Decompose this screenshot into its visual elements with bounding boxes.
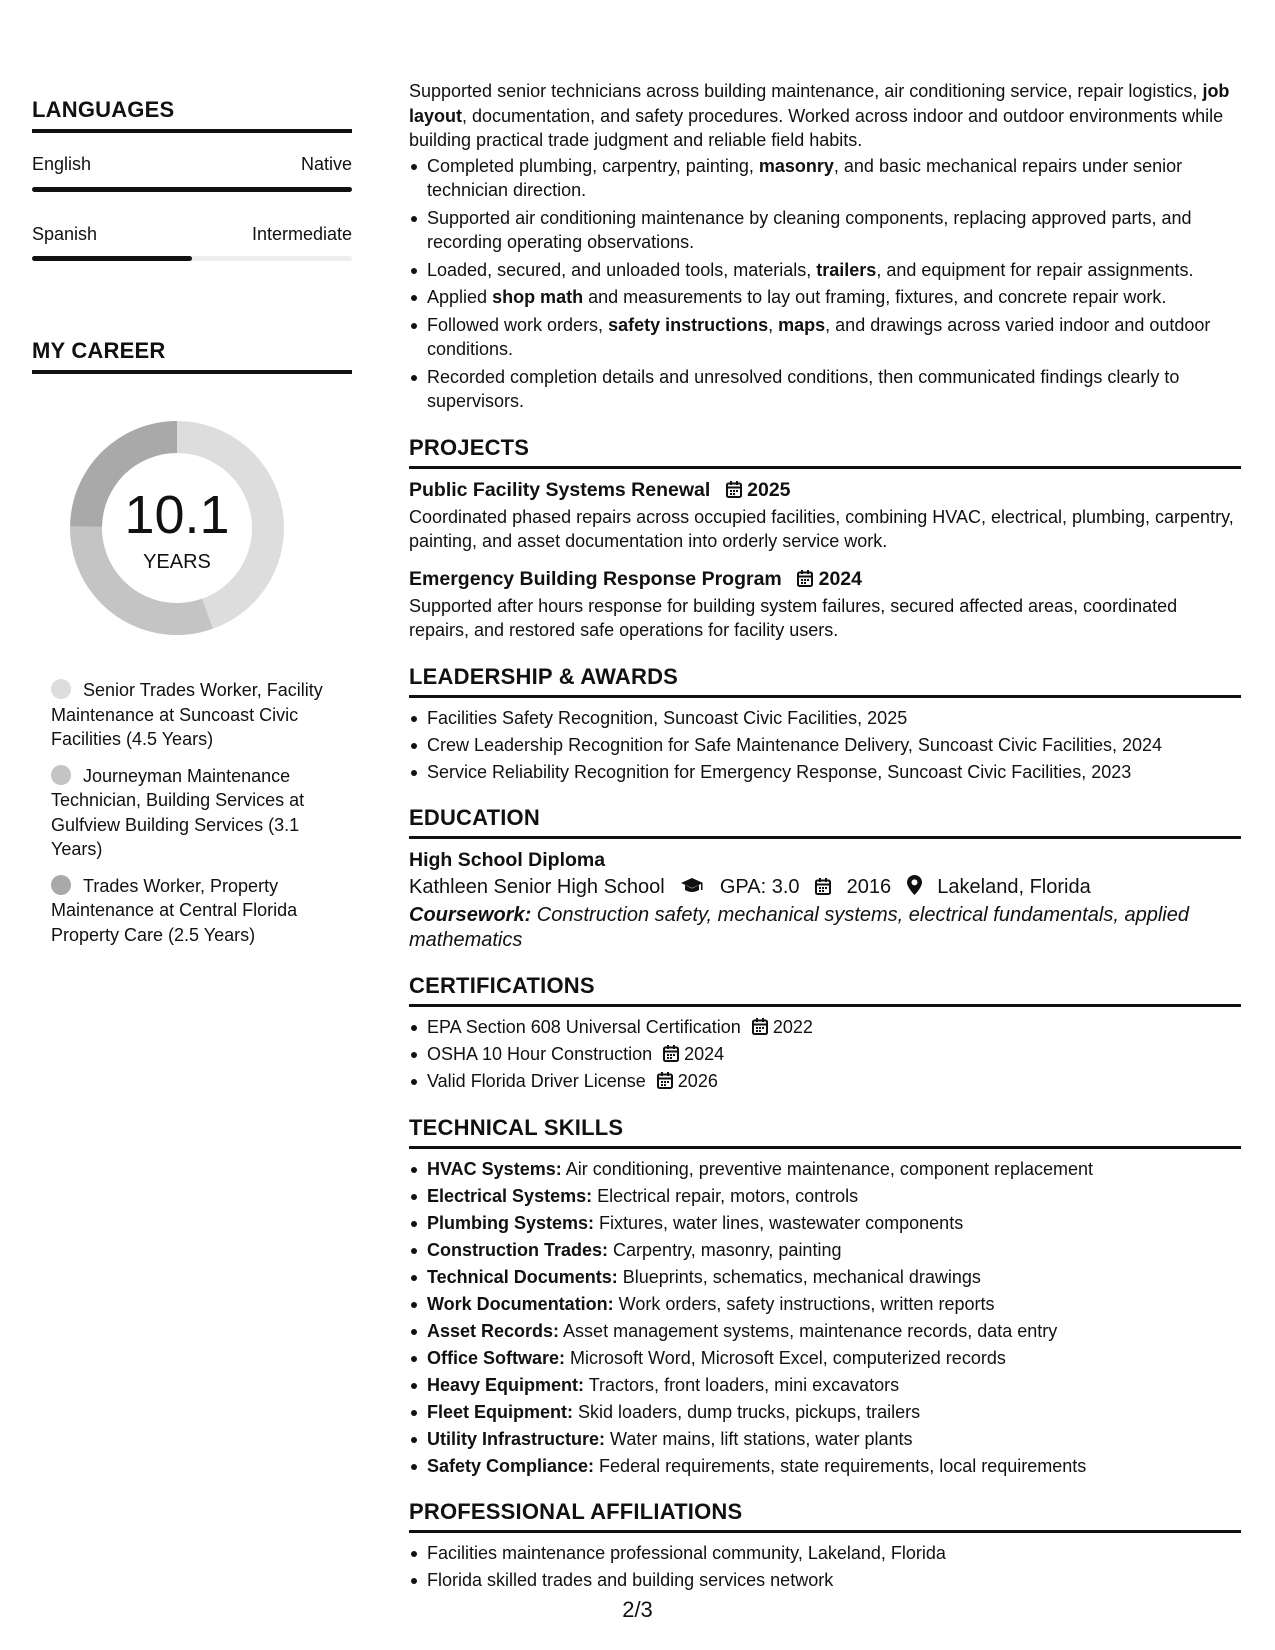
- graduation-cap-icon: [680, 877, 704, 895]
- skill-item: [409, 1319, 1241, 1344]
- language-row-english: [32, 154, 352, 175]
- language-name: English: [32, 154, 92, 174]
- career-legend-item: [51, 764, 326, 862]
- language-level: Intermediate: [251, 224, 352, 244]
- career-donut-chart: [64, 415, 290, 641]
- location-pin-icon: [907, 875, 922, 895]
- affiliations-list: [409, 1541, 1241, 1593]
- coursework-label: Coursework:: [409, 904, 532, 926]
- skill-value: Water mains, lift stations, water plants: [605, 1428, 913, 1449]
- text: Supported air conditioning maintenance by cleaning components, replacing approved parts, and recording operating observations.: [427, 207, 1192, 252]
- bold-keyword: masonry: [758, 155, 834, 176]
- language-bar-fill: [32, 187, 352, 192]
- language-bar-fill: [32, 256, 192, 261]
- text: , and drawings across varied indoor and outdoor conditions.: [427, 314, 1211, 359]
- award-item: Service Reliability Recognition for Emergency Response, Suncoast Civic Facilities, 2023: [409, 760, 1241, 785]
- project-title: [409, 566, 1241, 592]
- language-name: Spanish: [32, 224, 98, 244]
- skill-value: Work orders, safety instructions, written reports: [613, 1293, 995, 1314]
- calendar-icon: [726, 481, 742, 498]
- skill-label: Safety Compliance:: [427, 1455, 595, 1476]
- calendar-icon: [657, 1072, 673, 1089]
- skill-label: Fleet Equipment:: [427, 1401, 574, 1422]
- text: , documentation, and safety procedures. Worked across indoor and outdoor environments while building practical trade judgment and reliable field habits.: [409, 105, 1224, 150]
- skill-label: Technical Documents:: [427, 1266, 618, 1287]
- school-location: Lakeland, Florida: [937, 876, 1091, 898]
- skill-value: Carpentry, masonry, painting: [608, 1239, 842, 1260]
- skill-item: [409, 1265, 1241, 1290]
- career-legend: [51, 678, 326, 959]
- page-number: 2/3: [622, 1597, 653, 1622]
- calendar-icon: [752, 1018, 768, 1035]
- certifications-heading: CERTIFICATIONS: [409, 972, 1241, 1007]
- coursework-text: Construction safety, mechanical systems, electrical fundamentals, applied mathematics: [409, 904, 1189, 951]
- skill-label: Plumbing Systems:: [427, 1212, 595, 1233]
- skill-label: HVAC Systems:: [427, 1158, 562, 1179]
- experience-bullet: [409, 258, 1241, 283]
- school-name: Kathleen Senior High School: [409, 876, 665, 898]
- skill-value: Tractors, front loaders, mini excavators: [584, 1374, 900, 1395]
- skill-value: Skid loaders, dump trucks, pickups, trailers: [573, 1401, 921, 1422]
- gpa: GPA: 3.0: [719, 876, 800, 898]
- language-bar-spanish: [32, 256, 352, 261]
- career-total-unit: YEARS: [143, 551, 211, 573]
- calendar-icon: [797, 570, 813, 587]
- projects-heading: PROJECTS: [409, 434, 1241, 469]
- education-heading: EDUCATION: [409, 804, 1241, 839]
- leadership-heading: LEADERSHIP & AWARDS: [409, 663, 1241, 698]
- skill-item: [409, 1373, 1241, 1398]
- skill-item: [409, 1346, 1241, 1371]
- bold-keyword: maps: [778, 314, 826, 335]
- project-name: Public Facility Systems Renewal: [409, 478, 711, 501]
- skill-value: Blueprints, schematics, mechanical drawings: [617, 1266, 981, 1287]
- experience-bullet: [409, 313, 1241, 362]
- text: ,: [768, 314, 779, 335]
- text: Followed work orders,: [427, 314, 609, 335]
- certification-item: [409, 1069, 1241, 1094]
- skill-item: [409, 1238, 1241, 1263]
- skill-item: [409, 1454, 1241, 1479]
- text: Completed plumbing, carpentry, painting,: [427, 155, 759, 176]
- language-row-spanish: [32, 224, 352, 245]
- skill-label: Asset Records:: [427, 1320, 560, 1341]
- skill-item: [409, 1292, 1241, 1317]
- skill-value: Air conditioning, preventive maintenance, component replacement: [561, 1158, 1094, 1179]
- affiliation-item: Florida skilled trades and building services network: [409, 1568, 1241, 1593]
- language-bar-english: [32, 187, 352, 192]
- certifications-list: [409, 1015, 1241, 1094]
- language-level: Native: [300, 154, 352, 174]
- experience-bullet: [409, 285, 1241, 310]
- skill-value: Asset management systems, maintenance records, data entry: [559, 1320, 1058, 1341]
- legend-dot: [51, 875, 71, 895]
- certification-name: Valid Florida Driver License: [427, 1071, 646, 1091]
- certification-year: 2022: [772, 1017, 813, 1037]
- bold-keyword: job layout: [409, 81, 1230, 126]
- skill-value: Electrical repair, motors, controls: [592, 1185, 859, 1206]
- coursework: [409, 903, 1241, 952]
- skill-label: Office Software:: [427, 1347, 566, 1368]
- award-item: Crew Leadership Recognition for Safe Maintenance Delivery, Suncoast Civic Facilities, 2024: [409, 733, 1241, 758]
- certification-year: 2026: [677, 1071, 718, 1091]
- calendar-icon: [663, 1045, 679, 1062]
- experience-bullet: [409, 206, 1241, 255]
- experience-bullet: [409, 365, 1241, 414]
- education-details: [409, 873, 1241, 901]
- skill-item: [409, 1211, 1241, 1236]
- experience-intro: [409, 79, 1241, 153]
- degree-title: High School Diploma: [409, 849, 606, 871]
- project-name: Emergency Building Response Program: [409, 567, 782, 590]
- experience-bullet: [409, 154, 1241, 203]
- skill-item: [409, 1184, 1241, 1209]
- calendar-icon: [815, 878, 831, 895]
- languages-rule: [32, 129, 352, 133]
- career-heading: MY CAREER: [32, 338, 166, 363]
- project-title: [409, 477, 1241, 503]
- project-year: 2025: [747, 478, 791, 501]
- bold-keyword: trailers: [816, 259, 877, 280]
- bold-keyword: shop math: [492, 287, 584, 307]
- legend-dot: [51, 679, 71, 699]
- affiliations-heading: PROFESSIONAL AFFILIATIONS: [409, 1498, 1241, 1533]
- project-description: Supported after hours response for building system failures, secured affected areas, coordinated repairs, and restored safe operations for facility users.: [409, 595, 1178, 640]
- text: , and equipment for repair assignments.: [876, 259, 1194, 280]
- career-rule: [32, 370, 352, 374]
- skills-heading: TECHNICAL SKILLS: [409, 1114, 1241, 1149]
- experience-bullets: [409, 154, 1241, 414]
- certification-item: [409, 1015, 1241, 1040]
- project-year: 2024: [818, 567, 862, 590]
- skills-list: [409, 1157, 1241, 1479]
- award-item: Facilities Safety Recognition, Suncoast Civic Facilities, 2025: [409, 706, 1241, 731]
- skill-label: Electrical Systems:: [427, 1185, 593, 1206]
- languages-heading: LANGUAGES: [32, 97, 175, 122]
- text: and measurements to lay out framing, fixtures, and concrete repair work.: [583, 287, 1167, 307]
- legend-dot: [51, 765, 71, 785]
- project-description: Coordinated phased repairs across occupied facilities, combining HVAC, electrical, plumbing, carpentry, painting, and asset documentation into orderly service work.: [409, 506, 1234, 551]
- skill-value: Fixtures, water lines, wastewater components: [594, 1212, 964, 1233]
- skill-value: Federal requirements, state requirements, local requirements: [594, 1455, 1087, 1476]
- skill-item: [409, 1400, 1241, 1425]
- text: Supported senior technicians across building maintenance, air conditioning service, repair logistics,: [409, 81, 1203, 101]
- bold-keyword: safety instructions: [608, 314, 769, 335]
- skill-label: Construction Trades:: [427, 1239, 609, 1260]
- career-role-text: Senior Trades Worker, Facility Maintenance at Suncoast Civic Facilities (4.5 Years): [51, 680, 323, 749]
- certification-year: 2024: [684, 1044, 725, 1064]
- certification-name: EPA Section 608 Universal Certification: [427, 1017, 741, 1037]
- text: Loaded, secured, and unloaded tools, materials,: [427, 259, 817, 280]
- skill-value: Microsoft Word, Microsoft Excel, computerized records: [565, 1347, 1006, 1368]
- skill-label: Work Documentation:: [427, 1293, 614, 1314]
- certification-name: OSHA 10 Hour Construction: [427, 1044, 653, 1064]
- main-content: [409, 79, 1241, 1595]
- career-legend-item: [51, 874, 326, 948]
- text: , and basic mechanical repairs under senior technician direction.: [427, 155, 1183, 200]
- graduation-year: 2016: [846, 876, 892, 898]
- affiliation-item: Facilities maintenance professional community, Lakeland, Florida: [409, 1541, 1241, 1566]
- career-role-text: Journeyman Maintenance Technician, Building Services at Gulfview Building Services (3.1 Years): [51, 765, 305, 859]
- certification-item: [409, 1042, 1241, 1067]
- skill-label: Heavy Equipment:: [427, 1374, 585, 1395]
- text: Recorded completion details and unresolved conditions, then communicated findings clearly to supervisors.: [427, 366, 1180, 411]
- career-legend-item: [51, 678, 326, 752]
- career-role-text: Trades Worker, Property Maintenance at Central Florida Property Care (2.5 Years): [51, 875, 298, 945]
- leadership-list: [409, 706, 1241, 785]
- text: Applied: [427, 287, 493, 307]
- skill-item: [409, 1427, 1241, 1452]
- skill-item: [409, 1157, 1241, 1182]
- career-total-years: 10.1: [124, 485, 230, 545]
- skill-label: Utility Infrastructure:: [427, 1428, 606, 1449]
